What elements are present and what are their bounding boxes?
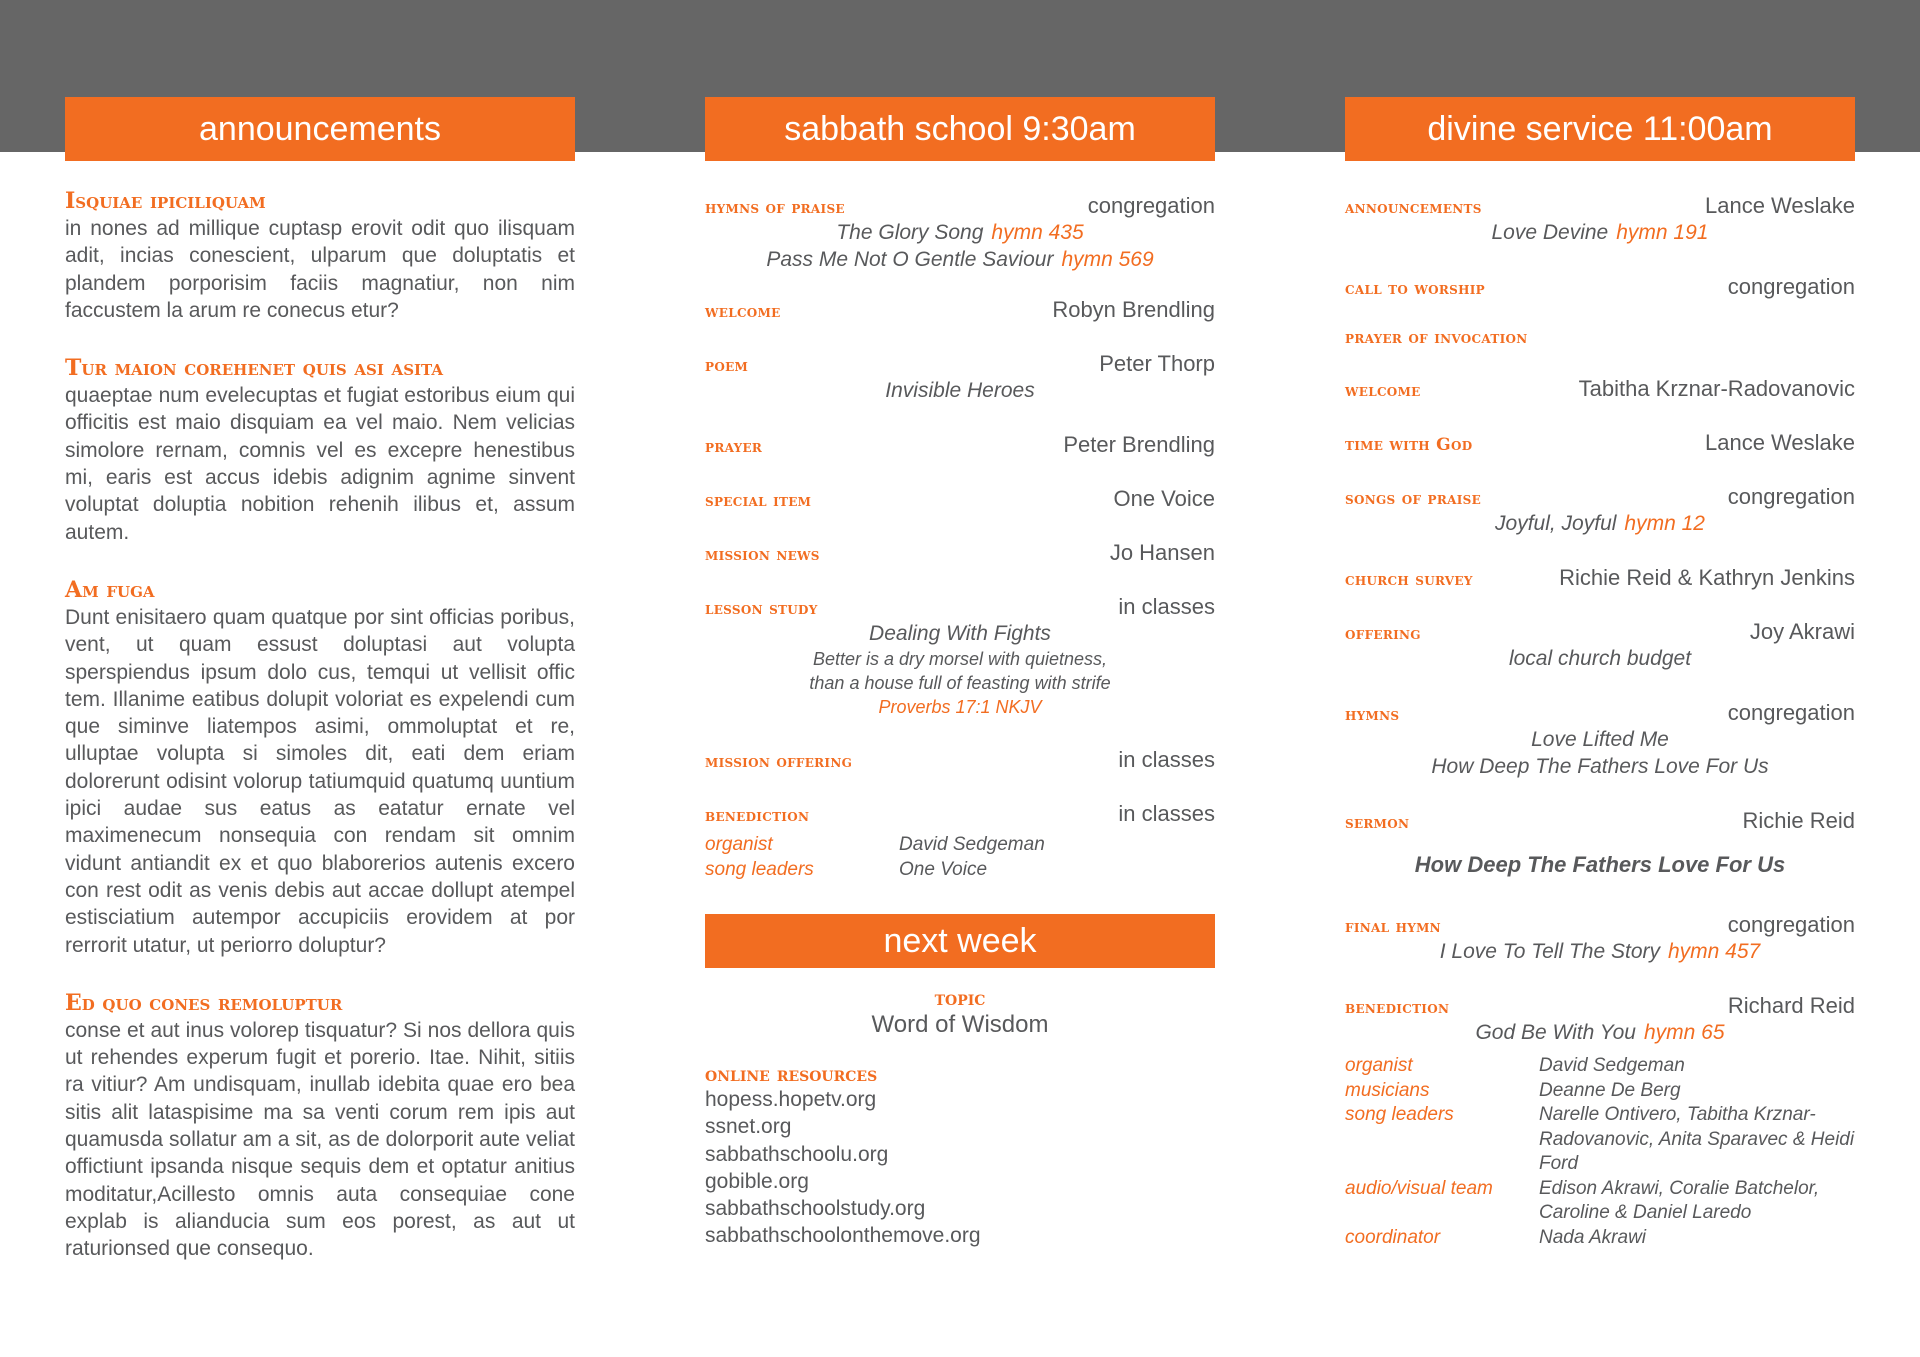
sabbath-school-banner: sabbath school 9:30am <box>705 97 1215 161</box>
announcements-list <box>65 187 575 1263</box>
program-label: announcements <box>1345 198 1482 218</box>
poem-title: Invisible Heroes <box>885 379 1035 402</box>
program-leader: congregation <box>1727 912 1855 937</box>
hymn-title: God Be With You <box>1475 1021 1636 1044</box>
service-item-invocation <box>1345 328 1855 348</box>
program-label: prayer <box>705 437 763 457</box>
hymn-title: Love Devine <box>1491 221 1609 244</box>
program-label: songs of praise <box>1345 489 1482 509</box>
service-item-church-survey <box>1345 565 1855 591</box>
credit-role: audio/visual team <box>1345 1177 1493 1199</box>
hymn-number: hymn 191 <box>1616 221 1709 244</box>
program-item-welcome <box>705 297 1215 323</box>
credit-role: coordinator <box>1345 1226 1441 1248</box>
resource-link[interactable]: sabbathschoolonthemove.org <box>705 1224 981 1248</box>
announcement-text: in nones ad millique cuptasp erovit odit quo ilisquam adit, incias conescient, ulparum que doluptatis et plandem porporisim faciis magnatiur, non nim faccustem la arum re conecus etur? <box>65 217 575 322</box>
service-item-announcements <box>1345 193 1855 246</box>
announcement-heading: Tur maion corehenet quis asi asita <box>65 355 444 382</box>
hymn-number: hymn 65 <box>1643 1021 1725 1044</box>
credit-name: Deanne De Berg <box>1539 1079 1681 1101</box>
service-item-call-to-worship <box>1345 274 1855 300</box>
credit-name: One Voice <box>899 858 988 880</box>
program-leader: Peter Thorp <box>1099 351 1215 376</box>
announcement-item <box>65 354 575 546</box>
online-resources-label: online resources <box>705 1062 878 1086</box>
sabbath-school-credits <box>705 833 1215 882</box>
service-item-songs-of-praise <box>1345 484 1855 537</box>
program-item-mission-news <box>705 540 1215 566</box>
hymn-number: hymn 569 <box>1061 248 1154 271</box>
program-label: call to worship <box>1345 279 1485 299</box>
hymn-number: hymn 457 <box>1668 940 1761 963</box>
quote-line: Better is a dry morsel with quietness, <box>812 649 1108 669</box>
program-item-prayer <box>705 432 1215 458</box>
resource-link[interactable]: gobible.org <box>705 1169 809 1193</box>
program-item-poem <box>705 351 1215 404</box>
credit-role: musicians <box>1345 1079 1430 1101</box>
program-item-special <box>705 486 1215 512</box>
resource-link[interactable]: ssnet.org <box>705 1115 792 1139</box>
offering-note: local church budget <box>1508 647 1692 670</box>
program-label: benediction <box>1345 998 1450 1018</box>
program-leader: in classes <box>1118 594 1215 619</box>
announcement-text: conse et aut inus volorep tisquatur? Si nos dellora quis ut rehendes experum fugit et porerio. Itae. Nihit, sitiis ra vitiur? Am undisquam, inullab idebita quae ero bea sitis alit lataspisime ma sa venti corum rem ipis aut quamusda sollatur am a sit, as de dolorporit aute veliat offictiunt ipsanda nisque sequis dem et optatur anitius moditatur,Acillesto omnis auta consequiae cone explab is alianducia sum eos porest, as aut ut raturionsed que consequo. <box>65 1018 575 1261</box>
program-label: final hymn <box>1345 917 1441 937</box>
sabbath-school-program <box>705 193 1215 882</box>
service-item-time-with-god <box>1345 430 1855 456</box>
program-label: offering <box>1345 624 1421 644</box>
credit-name: David Sedgeman <box>899 834 1045 855</box>
program-leader: Tabitha Krznar-Radovanovic <box>1578 376 1855 401</box>
program-item-benediction <box>705 801 1215 827</box>
service-item-benediction <box>1345 993 1855 1046</box>
program-leader: Richard Reid <box>1727 993 1855 1018</box>
hymn-title: How Deep The Fathers Love For Us <box>1431 755 1769 778</box>
resource-link[interactable]: sabbathschoolu.org <box>705 1142 889 1166</box>
next-week-topic: Word of Wisdom <box>871 1011 1049 1038</box>
quote-line: than a house full of feasting with strife <box>809 673 1111 693</box>
service-item-hymns <box>1345 700 1855 780</box>
resource-link[interactable]: sabbathschoolstudy.org <box>705 1197 926 1221</box>
program-leader: One Voice <box>1113 486 1215 511</box>
next-week-topic-label: topic <box>934 986 986 1010</box>
program-item-lesson <box>705 594 1215 719</box>
program-leader: congregation <box>1727 484 1855 509</box>
credit-role: song leaders <box>1345 1104 1454 1125</box>
hymn-title: Pass Me Not O Gentle Saviour <box>766 248 1054 271</box>
divine-service-column <box>1345 97 1855 1250</box>
hymn-title: The Glory Song <box>836 221 984 244</box>
program-leader: Robyn Brendling <box>1052 297 1215 322</box>
program-label: lesson study <box>705 599 818 619</box>
service-item-offering <box>1345 619 1855 672</box>
announcement-text: quaeptae num evelecuptas et fugiat estoribus eium qui officitis est maio disquiam ea vel maio. Nem velicias simolore rernam, comnis vel es excepre henestibus mi, earis est accus idebis adignim agnime sinvent voluptat doluptia nobition rehenih ilibus et, assum autem. <box>65 384 575 544</box>
hymn-title: I Love To Tell The Story <box>1439 940 1660 963</box>
hymn-title: Joyful, Joyful <box>1495 512 1617 535</box>
program-label: welcome <box>1345 381 1421 401</box>
program-leader: Peter Brendling <box>1063 432 1215 457</box>
program-leader: congregation <box>1727 274 1855 299</box>
announcement-heading: Isquiae ipiciliquam <box>65 188 266 214</box>
announcements-column <box>65 97 575 1293</box>
program-leader: Lance Weslake <box>1704 193 1855 218</box>
sabbath-school-column <box>705 97 1215 1250</box>
credit-role: song leaders <box>705 858 814 880</box>
program-leader: Jo Hansen <box>1109 540 1215 565</box>
hymn-title: Love Lifted Me <box>1531 728 1669 751</box>
credit-role: organist <box>705 834 773 855</box>
credit-name: Nada Akrawi <box>1539 1226 1647 1248</box>
announcement-item <box>65 576 575 959</box>
credit-name: David Sedgeman <box>1539 1055 1685 1076</box>
hymn-number: hymn 435 <box>991 221 1084 244</box>
program-leader: Lance Weslake <box>1704 430 1855 455</box>
program-item-mission-offering <box>705 747 1215 773</box>
hymn-number: hymn 12 <box>1624 512 1705 535</box>
service-item-sermon <box>1345 808 1855 834</box>
announcement-text: Dunt enisitaero quam quatque por sint officias poribus, vent, ut quam essust doluptasi aut volupta sperspiendus ipsum dolo cus, temqui ut vellisit offic tem. Illanime eatibus dolupit voloriat es expelendi cum que siminve liatempos asimi, ommoluptat et re, ulluptae volupta si simoles dit, eati dem eriam dolorerunt odisint volorup tatiumquid quatumq uuntium ipici audae sus eatus as eatatur ernate vel maximenecum nonsequia con rendam sit omnim vidunt antiandit ex et quo blaborerios autenis excero con rest odit as venis debis aut accae dollupt atempel estisciatium autempor accupiciis erovidem at por rerrorit utatur, ut periorro doluptur? <box>65 605 575 957</box>
resource-link[interactable]: hopess.hopetv.org <box>705 1088 877 1111</box>
next-week-banner: next week <box>705 914 1215 968</box>
announcement-item <box>65 187 575 324</box>
quote-reference: Proverbs 17:1 NKJV <box>878 697 1042 717</box>
lesson-title: Dealing With Fights <box>869 622 1051 645</box>
announcement-item <box>65 989 575 1263</box>
program-label: sermon <box>1345 813 1410 833</box>
program-leader: congregation <box>1087 193 1215 218</box>
program-label: prayer of invocation <box>1345 328 1528 348</box>
program-label: special item <box>705 491 812 511</box>
credit-name: Narelle Ontivero, Tabitha Krznar-Radovanovic, Anita Sparavec & Heidi Ford <box>1539 1104 1855 1174</box>
program-label: hymns <box>1345 705 1400 725</box>
service-item-final-hymn <box>1345 912 1855 965</box>
sermon-title: How Deep The Fathers Love For Us <box>1414 852 1786 877</box>
program-leader: congregation <box>1727 700 1855 725</box>
divine-service-banner: divine service 11:00am <box>1345 97 1855 161</box>
online-resources-list <box>705 1086 1215 1250</box>
program-label: mission offering <box>705 752 853 772</box>
program-leader: Richie Reid & Kathryn Jenkins <box>1559 565 1855 590</box>
announcements-banner: announcements <box>65 97 575 161</box>
program-label: benediction <box>705 806 810 826</box>
credit-name: Edison Akrawi, Coralie Batchelor, Caroline & Daniel Laredo <box>1539 1177 1820 1223</box>
program-leader: Joy Akrawi <box>1749 619 1855 644</box>
service-item-welcome <box>1345 376 1855 402</box>
program-leader: in classes <box>1118 801 1215 826</box>
program-item-hymns <box>705 193 1215 273</box>
announcement-heading: Am fuga <box>65 576 155 603</box>
program-leader: Richie Reid <box>1742 808 1855 833</box>
announcement-heading: Ed quo cones remoluptur <box>65 989 343 1016</box>
credit-role: organist <box>1345 1055 1413 1076</box>
program-label: mission news <box>705 545 820 565</box>
divine-service-program <box>1345 193 1855 1250</box>
program-label: poem <box>705 356 749 376</box>
program-leader: in classes <box>1118 747 1215 772</box>
divine-service-credits <box>1345 1054 1855 1250</box>
program-label: time with God <box>1345 435 1473 455</box>
program-label: church survey <box>1345 570 1473 590</box>
program-label: welcome <box>705 302 781 322</box>
program-label: hymns of praise <box>705 198 845 218</box>
